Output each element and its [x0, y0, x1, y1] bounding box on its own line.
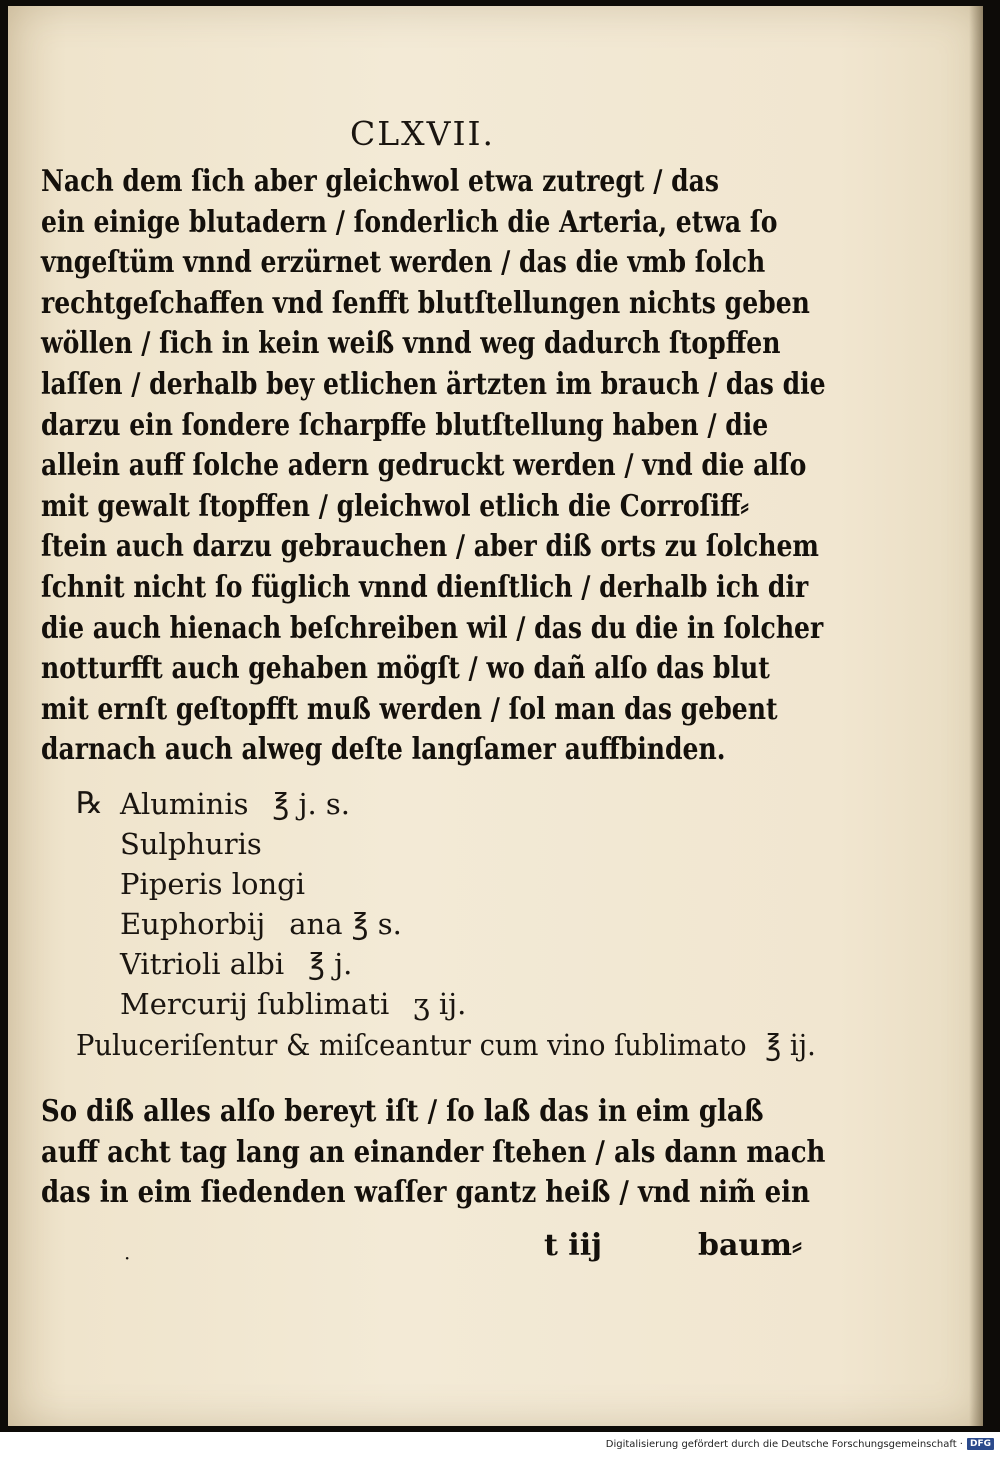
text-line: wöllen / ſich in kein weiß vnnd weg dadurch ſtopffen	[41, 326, 781, 362]
instruction-text: Puluceriſentur & miſceantur cum vino ſublimato	[76, 1028, 747, 1062]
text-line: notturfft auch gehaben mögſt / wo dañ alſo das blut	[41, 651, 770, 687]
instruction-quantity: ℥ ij.	[765, 1028, 816, 1062]
text-line: mit gewalt ſtopffen / gleichwol etlich die Corroſiff⸗	[41, 488, 749, 524]
ingredient-sulphuris	[120, 824, 262, 864]
text-line: das in eim ſiedenden waſſer gantz heiß / vnd nim̃ ein	[41, 1175, 810, 1211]
folio-number: CLXVII.	[350, 114, 496, 153]
page-dot-mark: ·	[124, 1246, 131, 1270]
text-line: vngeſtüm vnnd erzürnet werden / das die vmb ſolch	[41, 245, 766, 281]
text-line: ein einige blutadern / ſonderlich die Arteria, etwa ſo	[41, 204, 778, 240]
text-line: ſchnit nicht ſo füglich vnnd dienſtlich / derhalb ich dir	[41, 569, 809, 605]
footer-text: Digitalisierung gefördert durch die Deutsche Forschungsgemeinschaft ·	[605, 1438, 963, 1450]
ingredient-piperis	[120, 864, 305, 904]
book-page	[8, 6, 983, 1426]
ingredient-name: Vitrioli albi	[120, 947, 285, 981]
text-line: rechtgeſchaffen vnd ſenfft blutſtellungen nichts geben	[41, 285, 810, 321]
text-line: die auch hienach beſchreiben wil / das du die in ſolcher	[41, 610, 824, 646]
ingredient-name: Mercurij ſublimati	[120, 987, 390, 1021]
ingredient-quantity: ʒ ij.	[413, 987, 467, 1021]
recipe-symbol: ℞	[76, 786, 103, 821]
text-line: auff acht tag lang an einander ſtehen / als dann mach	[41, 1134, 826, 1170]
ingredient-name: Euphorbij	[120, 907, 266, 941]
ingredient-mercurij	[120, 984, 466, 1024]
recipe-instruction	[76, 1028, 816, 1062]
signature-mark: t iij	[544, 1228, 602, 1263]
paragraph-2	[41, 1092, 946, 1214]
ingredient-quantity: ℥ j. s.	[272, 787, 351, 821]
text-line: mit ernſt geſtopfft muß werden / ſol man das gebent	[41, 691, 778, 727]
text-line: allein auff ſolche adern gedruckt werden / vnd die alſo	[41, 448, 807, 484]
ingredient-quantity: ℥ j.	[308, 947, 353, 981]
dfg-logo-icon: DFG	[967, 1438, 994, 1450]
ingredient-euphorbij	[120, 904, 402, 944]
text-line: So diß alles alſo bereyt iſt / ſo laß das in eim glaß	[41, 1094, 764, 1129]
text-line: darzu ein ſondere ſcharpffe blutſtellung haben / die	[41, 407, 769, 443]
text-line: darnach auch alweg deſte langſamer auffbinden.	[41, 732, 726, 768]
ingredient-name: Aluminis	[120, 787, 249, 821]
catchword: baum⸗	[698, 1228, 802, 1263]
text-line: laſſen / derhalb bey etlichen ärtzten im brauch / das die	[41, 366, 826, 402]
ingredient-name: Piperis longi	[120, 867, 306, 901]
paragraph-1	[41, 162, 980, 771]
text-line: ſtein auch darzu gebrauchen / aber diß orts zu ſolchem	[41, 529, 819, 565]
ingredient-name: Sulphuris	[120, 827, 262, 861]
text-line: Nach dem ſich aber gleichwol etwa zutregt / das	[41, 164, 720, 199]
ingredient-quantity: ana ℥ s.	[289, 907, 402, 941]
footer-credit	[606, 1438, 994, 1450]
ingredient-vitrioli	[120, 944, 352, 984]
ingredient-aluminis	[120, 784, 350, 824]
